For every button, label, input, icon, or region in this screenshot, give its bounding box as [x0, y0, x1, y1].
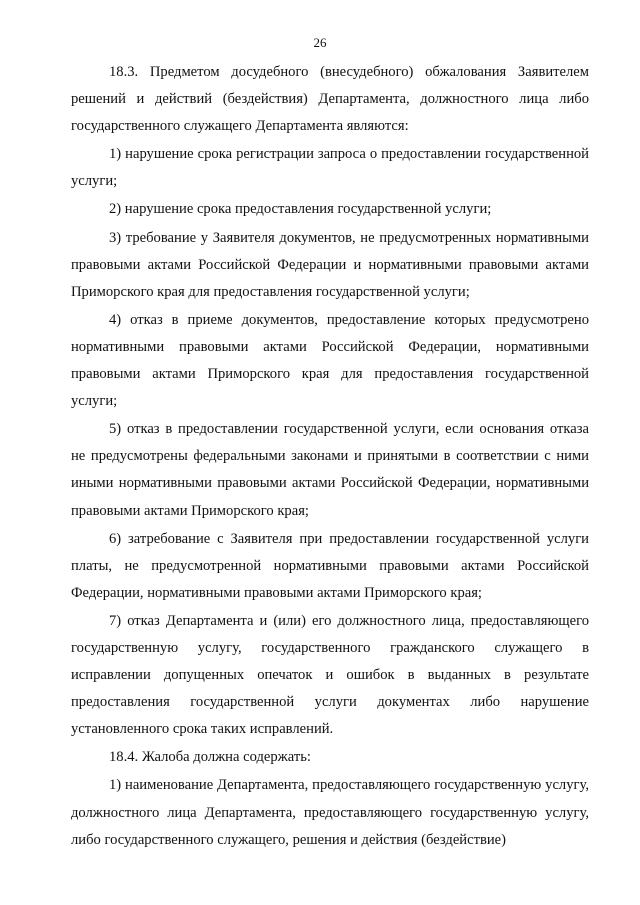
document-body: [71, 59, 589, 855]
list-item-7: 7) отказ Департамента и (или) его должностного лица, предоставляющего государственную услугу, государственного гражданского служащего в исправлении допущенных опечаток и ошибок в выданных в результате предоставления государственной услуги документах либо нарушение установленного срока таких исправлений.: [71, 612, 589, 738]
list-item-1: 1) нарушение срока регистрации запроса о предоставлении государственной услуги;: [71, 146, 589, 190]
list-item-3: 3) требование у Заявителя документов, не предусмотренных нормативными правовыми актами Российской Федерации и нормативными правовыми актами Приморского края для предоставления государственной услуги;: [71, 229, 589, 300]
list-item-5: 5) отказ в предоставлении государственной услуги, если основания отказа не предусмотрены федеральными законами и принятыми в соответствии с ними иными нормативными правовыми актами Российской Федерации, нормативными правовыми актами Приморского края;: [71, 421, 589, 519]
page-number: 26: [313, 35, 327, 50]
list-item-2: 2) нарушение срока предоставления государственной услуги;: [109, 201, 492, 218]
list-item-18-4-1: 1) наименование Департамента, предоставляющего государственную услугу, должностного лица Департамента, предоставляющего государственную услугу, либо государственного служащего, решения и действия (бездействие): [71, 777, 589, 848]
list-item-4: 4) отказ в приеме документов, предоставление которых предусмотрено нормативными правовыми актами Российской Федерации, нормативными правовыми актами Приморского края для предоставления государственной услуги;: [71, 311, 589, 410]
paragraph-18-3: 18.3. Предметом досудебного (внесудебного) обжалования Заявителем решений и действий (бездействия) Департамента, должностного лица либо государственного служащего Департамента являются:: [71, 64, 589, 135]
paragraph-18-4: 18.4. Жалоба должна содержать:: [109, 749, 311, 766]
list-item-6: 6) затребование с Заявителя при предоставлении государственной услуги платы, не предусмотренной нормативными правовыми актами Российской Федерации, нормативными правовыми актами Приморского края;: [71, 530, 589, 601]
